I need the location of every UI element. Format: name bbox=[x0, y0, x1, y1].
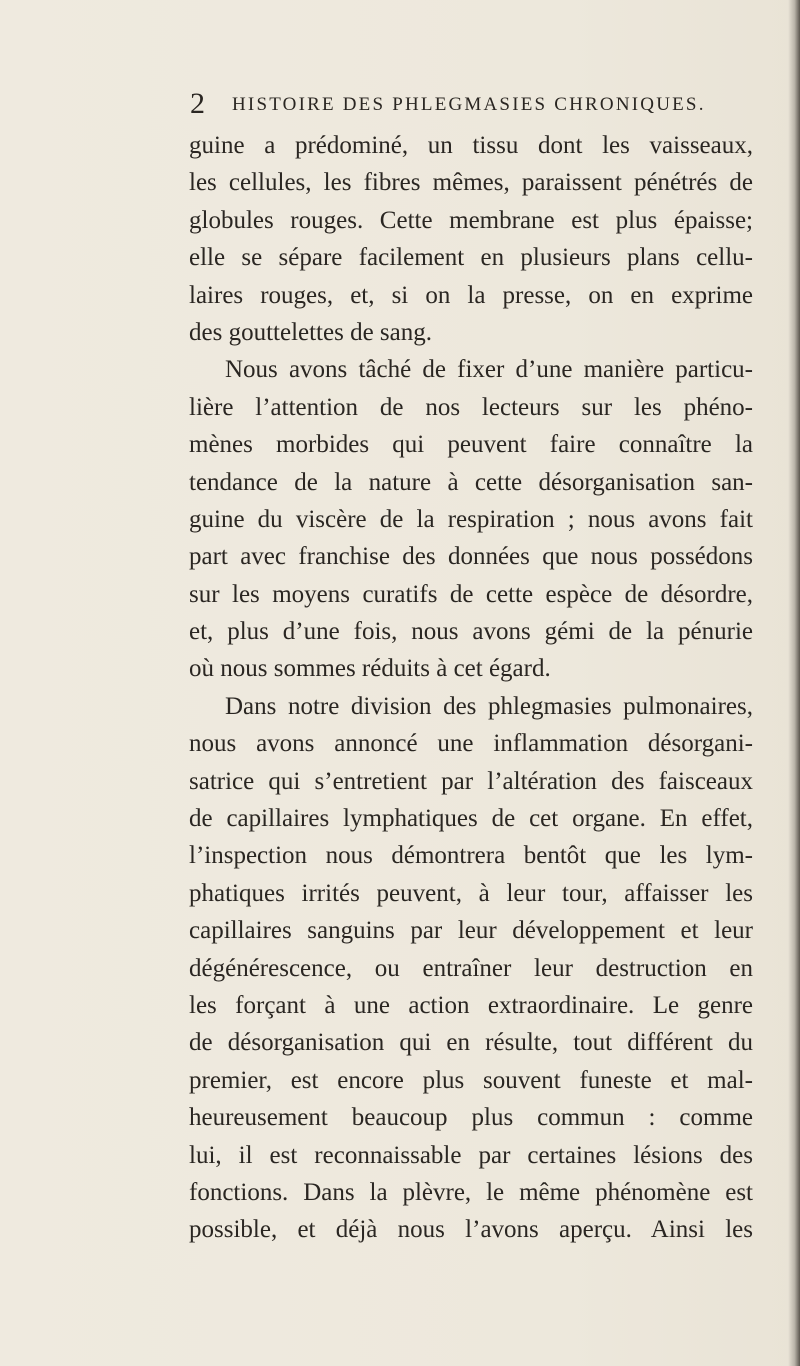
text-line: où nous sommes réduits à cet égard. bbox=[189, 655, 551, 683]
text-line: capillaires sanguins par leur développement et leur bbox=[189, 917, 753, 945]
text-line: satrice qui s’entretient par l’altération des faisceaux bbox=[189, 767, 753, 795]
text-line: laires rouges, et, si on la presse, on en exprime bbox=[189, 281, 753, 309]
text-line: possible, et déjà nous l’avons aperçu. Ainsi les bbox=[189, 1216, 753, 1244]
text-line: sur les moyens curatifs de cette espèce de désordre, bbox=[189, 580, 753, 608]
text-line: l’inspection nous démontrera bentôt que les lym- bbox=[189, 842, 753, 870]
text-line: part avec franchise des données que nous possédons bbox=[189, 543, 753, 571]
body-text bbox=[189, 127, 753, 1249]
text-line: des gouttelettes de sang. bbox=[189, 318, 432, 346]
text-line: les cellules, les fibres mêmes, paraissent pénétrés de bbox=[189, 169, 753, 197]
text-line: de capillaires lymphatiques de cet organe. En effet, bbox=[189, 805, 753, 833]
text-line: elle se sépare facilement en plusieurs plans cellu- bbox=[189, 244, 753, 272]
text-line: et, plus d’une fois, nous avons gémi de la pénurie bbox=[189, 618, 753, 646]
text-line: premier, est encore plus souvent funeste et mal- bbox=[189, 1066, 753, 1094]
text-line: Dans notre division des phlegmasies pulmonaires, bbox=[225, 692, 753, 720]
text-line: fonctions. Dans la plèvre, le même phénomène est bbox=[189, 1178, 753, 1206]
page-edge-shadow bbox=[788, 0, 800, 1366]
text-line: guine du viscère de la respiration ; nous avons fait bbox=[189, 505, 753, 533]
text-line: phatiques irrités peuvent, à leur tour, affaisser les bbox=[189, 879, 753, 907]
running-head: HISTOIRE DES PHLEGMASIES CHRONIQUES. bbox=[232, 94, 706, 115]
text-line: nous avons annoncé une inflammation désorgani- bbox=[189, 730, 753, 758]
text-line: globules rouges. Cette membrane est plus épaisse; bbox=[189, 206, 753, 234]
text-line: dégénérescence, ou entraîner leur destruction en bbox=[189, 954, 753, 982]
text-line: les forçant à une action extraordinaire. Le genre bbox=[189, 991, 753, 1019]
text-line: lière l’attention de nos lecteurs sur les phéno- bbox=[189, 393, 753, 421]
text-line: guine a prédominé, un tissu dont les vaisseaux, bbox=[189, 132, 753, 159]
page-header bbox=[190, 88, 730, 120]
text-line: heureusement beaucoup plus commun : comme bbox=[189, 1104, 753, 1132]
text-line: tendance de la nature à cette désorganisation san- bbox=[189, 468, 753, 496]
text-line: lui, il est reconnaissable par certaines lésions des bbox=[189, 1141, 753, 1169]
text-line: Nous avons tâché de fixer d’une manière particu- bbox=[225, 356, 753, 384]
text-line: mènes morbides qui peuvent faire connaître la bbox=[189, 431, 753, 459]
text-line: de désorganisation qui en résulte, tout différent du bbox=[189, 1029, 753, 1057]
page-number: 2 bbox=[190, 87, 205, 120]
